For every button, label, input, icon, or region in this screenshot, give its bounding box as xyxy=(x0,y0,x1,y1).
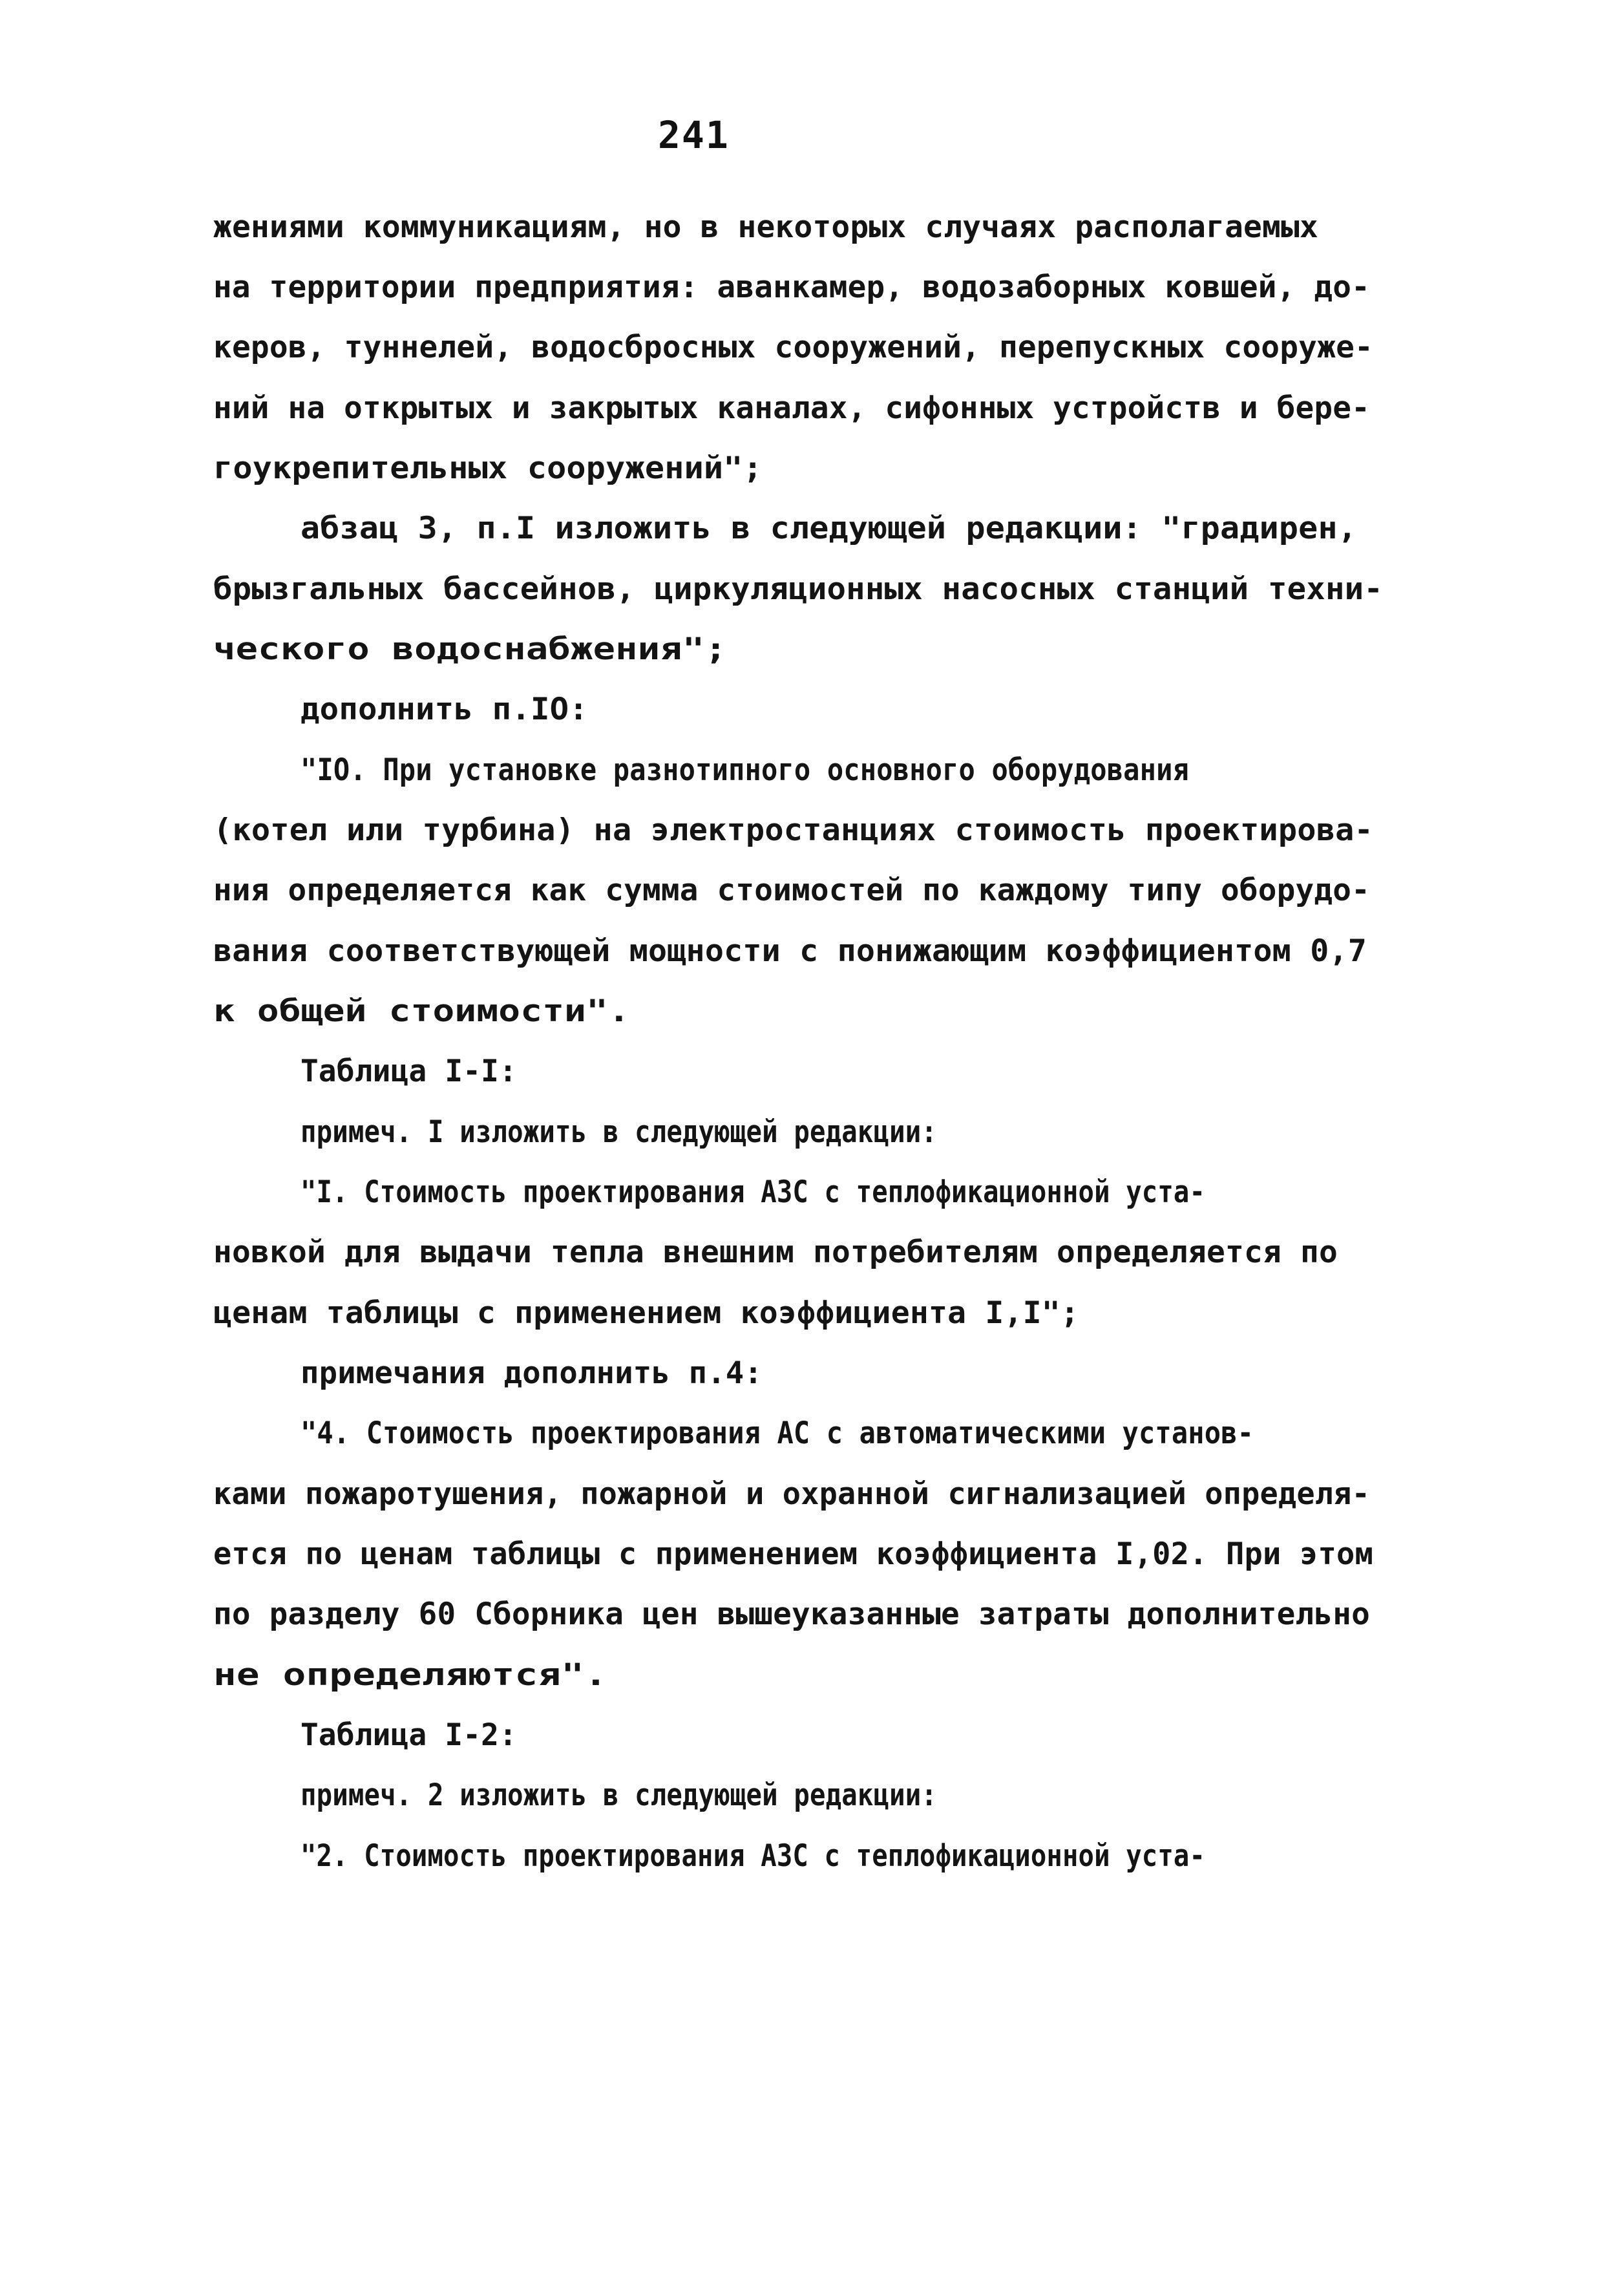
text-line: ческого водоснабжения"; xyxy=(213,631,727,667)
text-line: "2. Стоимость проектирования АЗС с теплофикационной уста- xyxy=(301,1838,1205,1874)
text-line: вания соответствующей мощности с понижающим коэффициентом 0,7 xyxy=(213,933,1367,969)
text-line: гоукрепительных сооружений"; xyxy=(213,451,763,486)
text-line: ется по ценам таблицы с применением коэффициента I,02. При этом xyxy=(213,1536,1373,1572)
page-number: 241 xyxy=(658,113,730,157)
text-line: абзац 3, п.I изложить в следующей редакции: "градирен, xyxy=(301,511,1357,546)
text-line: ками пожаротушения, пожарной и охранной сигнализацией определя- xyxy=(213,1476,1370,1512)
text-line: ний на открытых и закрытых каналах, сифонных устройств и бере- xyxy=(213,390,1370,426)
text-line: дополнить п.IO: xyxy=(301,692,588,727)
text-line: к общей стоимости". xyxy=(213,993,630,1029)
text-line: новкой для выдачи тепла внешним потребителям определяется по xyxy=(213,1235,1338,1270)
text-line: жениями коммуникациям, но в некоторых случаях располагаемых xyxy=(213,209,1319,245)
text-line: Таблица I-2: xyxy=(301,1717,517,1753)
text-line: керов, туннелей, водосбросных сооружений, перепускных сооруже- xyxy=(213,330,1373,365)
text-line: примеч. 2 изложить в следующей редакции: xyxy=(301,1777,937,1813)
text-line: не определяются". xyxy=(213,1657,607,1693)
text-line: "I. Стоимость проектирования АЗС с теплофикационной уста- xyxy=(301,1174,1205,1210)
text-line: ния определяется как сумма стоимостей по каждому типу оборудо- xyxy=(213,873,1370,908)
text-line: (котел или турбина) на электростанциях стоимость проектирова- xyxy=(213,812,1373,848)
text-line: "4. Стоимость проектирования АС с автоматическими установ- xyxy=(301,1416,1254,1451)
text-line: ценам таблицы с применением коэффициента I,I"; xyxy=(213,1295,1079,1331)
text-line: брызгальных бассейнов, циркуляционных насосных станций техни- xyxy=(213,571,1383,607)
text-line: примечания дополнить п.4: xyxy=(301,1355,763,1391)
text-line: на территории предприятия: аванкамер, водозаборных ковшей, до- xyxy=(213,270,1370,305)
text-line: примеч. I изложить в следующей редакции: xyxy=(301,1114,937,1150)
text-line: Таблица I-I: xyxy=(301,1054,517,1089)
text-line: по разделу 60 Сборника цен вышеуказанные затраты дополнительно xyxy=(213,1597,1370,1632)
text-line: "IO. При установке разнотипного основного оборудования xyxy=(301,752,1189,788)
